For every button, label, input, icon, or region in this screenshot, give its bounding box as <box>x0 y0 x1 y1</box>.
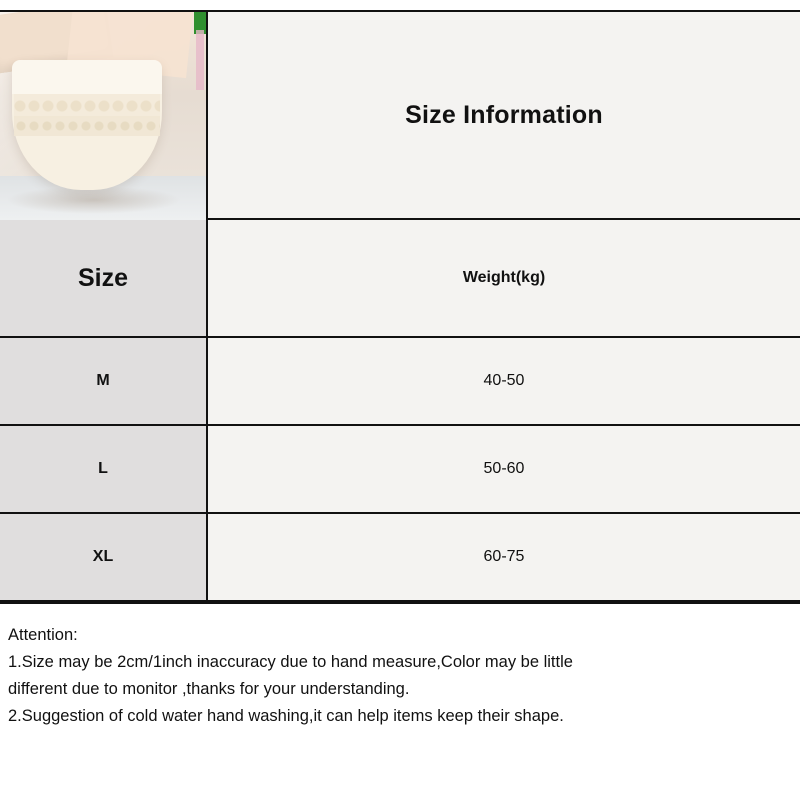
cell-size: M <box>0 338 208 424</box>
attention-note <box>0 618 800 730</box>
table-row <box>0 338 800 426</box>
size-information-table <box>0 10 800 604</box>
table-row <box>0 426 800 514</box>
table-header-row <box>0 220 800 338</box>
photo-pink-strip <box>196 30 204 90</box>
table-row <box>0 514 800 602</box>
cell-size: L <box>0 426 208 512</box>
cell-size: XL <box>0 514 208 600</box>
photo-underwear-waistband <box>12 60 162 94</box>
attention-line-2: different due to monitor ,thanks for your understanding. <box>8 680 410 698</box>
page-title: Size Information <box>208 12 800 218</box>
photo-item-shadow <box>6 186 181 214</box>
column-header-size: Size <box>0 220 208 336</box>
table-row-title <box>0 12 800 220</box>
photo-lace-trim-lower <box>14 116 160 136</box>
cell-weight: 50-60 <box>208 426 800 512</box>
cell-weight: 40-50 <box>208 338 800 424</box>
attention-line-3: 2.Suggestion of cold water hand washing,it can help items keep their shape. <box>8 707 564 725</box>
footer-whitespace <box>0 740 800 800</box>
attention-heading: Attention: <box>8 626 78 644</box>
product-photo <box>0 12 208 220</box>
photo-lace-trim-upper <box>14 94 160 118</box>
cell-weight: 60-75 <box>208 514 800 600</box>
attention-line-1: 1.Size may be 2cm/1inch inaccuracy due to hand measure,Color may be little <box>8 653 573 671</box>
column-header-weight: Weight(kg) <box>208 220 800 336</box>
